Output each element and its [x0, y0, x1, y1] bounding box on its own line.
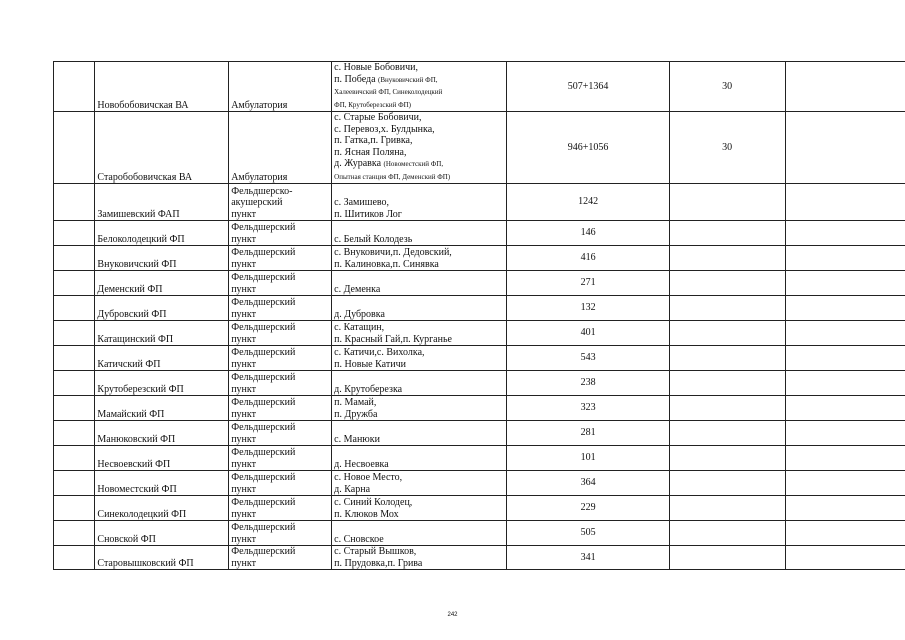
empty-cell	[785, 321, 905, 346]
value-cell	[669, 221, 785, 246]
population-value: 146	[580, 227, 596, 239]
number-cell	[54, 471, 95, 496]
facility-type-line: Фельдшерский	[231, 447, 296, 458]
facility-type-line: акушерский	[231, 197, 283, 208]
settlements-cell	[332, 321, 507, 346]
empty-cell	[785, 296, 905, 321]
settlement-line	[334, 74, 504, 87]
number-cell	[54, 184, 95, 221]
population-value: 543	[580, 352, 596, 364]
settlement-text: д. Дубровка	[334, 308, 385, 320]
facility-name: Новоместский ФП	[97, 483, 177, 495]
settlement-line	[334, 347, 504, 359]
settlement-text: с. Замишево,	[334, 197, 390, 208]
facility-type-cell	[229, 184, 332, 221]
facility-type-line: Фельдшерский	[231, 222, 296, 233]
settlements-cell	[332, 421, 507, 446]
facility-type-cell	[229, 546, 332, 570]
facility-type-line: пункт	[231, 408, 256, 420]
settlement-text: п. Красный Гай,п. Курганье	[334, 333, 452, 345]
population-cell	[507, 496, 669, 521]
settlement-line	[334, 247, 504, 259]
facility-name-cell	[95, 221, 229, 246]
population-value: 1242	[578, 196, 599, 208]
value-cell	[669, 271, 785, 296]
number-cell	[54, 521, 95, 546]
value-cell	[669, 421, 785, 446]
number-cell	[54, 346, 95, 371]
settlement-note: ФП, Крутоберезский ФП)	[334, 100, 412, 109]
population-value: 505	[580, 527, 596, 539]
settlement-line	[334, 472, 504, 484]
settlements-cell	[332, 471, 507, 496]
value-cell	[669, 446, 785, 471]
population-cell	[507, 346, 669, 371]
settlement-line	[334, 62, 504, 74]
settlement-line	[334, 124, 504, 136]
number-cell	[54, 321, 95, 346]
settlement-line	[334, 234, 504, 246]
population-value: 281	[580, 427, 596, 439]
empty-cell	[785, 421, 905, 446]
table-row	[54, 271, 905, 296]
facility-name: Мамайский ФП	[97, 408, 165, 420]
facility-name-cell	[95, 296, 229, 321]
settlement-line	[334, 434, 504, 446]
facility-type-cell	[229, 396, 332, 421]
facility-type-line: Фельдшерский	[231, 422, 296, 433]
facility-type-line: Фельдшерский	[231, 522, 296, 533]
facility-name: Старовышковский ФП	[97, 557, 194, 569]
settlement-text: с. Катичи,с. Вихолка,	[334, 347, 425, 358]
settlement-note: Халеевичский ФП, Синеколодецкий	[334, 88, 443, 96]
facility-name: Крутоберезский ФП	[97, 383, 184, 395]
value-cell	[669, 246, 785, 271]
facility-type-cell	[229, 271, 332, 296]
number-cell	[54, 496, 95, 521]
facility-type-line: пункт	[231, 557, 256, 569]
facility-type-line: пункт	[231, 233, 256, 245]
settlements-cell	[332, 371, 507, 396]
facility-name-cell	[95, 421, 229, 446]
settlement-line	[334, 135, 504, 147]
facility-type-line: пункт	[231, 433, 256, 445]
settlement-text: п. Мамай,	[334, 397, 377, 408]
settlement-text: п. Калиновка,п. Синявка	[334, 258, 439, 270]
number-cell	[54, 371, 95, 396]
facility-type-line: Амбулатория	[231, 171, 288, 183]
facility-name: Катащинский ФП	[97, 333, 174, 345]
settlement-line	[334, 359, 504, 371]
settlement-text: с. Старый Вышков,	[334, 546, 417, 557]
settlement-text: с. Белый Колодезь	[334, 233, 413, 245]
table-row	[54, 496, 905, 521]
settlements-cell	[332, 221, 507, 246]
value-cell	[669, 471, 785, 496]
facility-type-line: Фельдшерско-	[231, 185, 293, 197]
facility-name-cell	[95, 246, 229, 271]
number-cell	[54, 271, 95, 296]
empty-cell	[785, 471, 905, 496]
settlement-line	[334, 147, 504, 159]
empty-cell	[785, 496, 905, 521]
value-cell	[669, 396, 785, 421]
settlements-cell	[332, 546, 507, 570]
facility-type-line: пункт	[231, 308, 256, 320]
settlement-line	[334, 497, 504, 509]
population-cell	[507, 296, 669, 321]
settlements-cell	[332, 62, 507, 112]
value-cell	[669, 346, 785, 371]
facility-name-cell	[95, 271, 229, 296]
empty-cell	[785, 246, 905, 271]
table-row	[54, 346, 905, 371]
facility-type-line: Фельдшерский	[231, 247, 296, 258]
empty-cell	[785, 346, 905, 371]
number-cell	[54, 112, 95, 184]
settlements-cell	[332, 521, 507, 546]
facility-type-line: Фельдшерский	[231, 347, 296, 358]
facility-name-cell	[95, 546, 229, 570]
population-cell	[507, 221, 669, 246]
facility-name-cell	[95, 496, 229, 521]
settlement-text: с. Старые Бобовичи,	[334, 112, 422, 123]
table-body	[54, 62, 905, 570]
settlement-line	[334, 409, 504, 421]
settlement-text: д. Несвоевка	[334, 458, 389, 470]
settlement-text: с. Перевоз,х. Булдынка,	[334, 123, 435, 135]
facility-name-cell	[95, 321, 229, 346]
settlement-text: с. Новое Место,	[334, 472, 403, 483]
settlement-text: с. Деменка	[334, 283, 381, 295]
facility-type-line: пункт	[231, 358, 256, 370]
facility-type-line: пункт	[231, 483, 256, 495]
empty-cell	[785, 446, 905, 471]
settlement-line	[334, 459, 504, 471]
facility-type-cell	[229, 246, 332, 271]
settlements-cell	[332, 184, 507, 221]
settlement-line	[334, 558, 504, 570]
table-row	[54, 246, 905, 271]
number-cell	[54, 546, 95, 570]
facility-type-line: Фельдшерский	[231, 546, 296, 557]
settlement-text: п. Прудовка,п. Грива	[334, 557, 423, 569]
settlements-cell	[332, 112, 507, 184]
table-row	[54, 184, 905, 221]
settlement-line	[334, 509, 504, 521]
population-cell	[507, 184, 669, 221]
table-row	[54, 321, 905, 346]
population-cell	[507, 421, 669, 446]
population-cell	[507, 396, 669, 421]
facility-type-line: Фельдшерский	[231, 272, 296, 283]
facility-name-cell	[95, 62, 229, 112]
facility-name-cell	[95, 521, 229, 546]
settlement-line	[334, 284, 504, 296]
settlement-text: с. Синий Колодец,	[334, 497, 413, 508]
empty-cell	[785, 271, 905, 296]
table-row	[54, 446, 905, 471]
population-value: 401	[580, 327, 596, 339]
empty-cell	[785, 521, 905, 546]
facility-name: Белоколодецкий ФП	[97, 233, 185, 245]
population-cell	[507, 471, 669, 496]
facility-type-cell	[229, 471, 332, 496]
facility-type-line: Фельдшерский	[231, 397, 296, 408]
settlement-text: д. Журавка	[334, 158, 384, 169]
number-cell	[54, 396, 95, 421]
settlement-text: п. Победа	[334, 73, 379, 85]
settlement-text: с. Новые Бобовичи,	[334, 62, 418, 73]
settlement-text: с. Манюки	[334, 433, 380, 445]
population-value: 132	[580, 302, 596, 314]
facility-type-line: пункт	[231, 383, 256, 395]
settlement-text: п. Ясная Поляна,	[334, 146, 407, 158]
table-row	[54, 471, 905, 496]
table-row	[54, 221, 905, 246]
population-value: 416	[580, 252, 596, 264]
value-text: 30	[722, 80, 733, 92]
facility-name-cell	[95, 471, 229, 496]
population-value: 946+1056	[567, 141, 609, 153]
facility-type-line: пункт	[231, 458, 256, 470]
population-cell	[507, 546, 669, 570]
facility-type-cell	[229, 421, 332, 446]
settlement-line	[334, 209, 504, 221]
value-text: 30	[722, 141, 733, 153]
empty-cell	[785, 546, 905, 570]
number-cell	[54, 421, 95, 446]
settlement-text: п. Гатка,п. Гривка,	[334, 135, 413, 146]
value-cell	[669, 521, 785, 546]
settlement-text: д. Крутоберезка	[334, 383, 403, 395]
facility-type-cell	[229, 521, 332, 546]
number-cell	[54, 62, 95, 112]
facility-type-line: Фельдшерский	[231, 497, 296, 508]
settlements-cell	[332, 246, 507, 271]
facility-name: Сновской ФП	[97, 533, 156, 545]
table-row	[54, 546, 905, 570]
population-cell	[507, 246, 669, 271]
population-value: 341	[580, 551, 596, 563]
facility-type-line: пункт	[231, 333, 256, 345]
table-row	[54, 62, 905, 112]
settlement-text: д. Карна	[334, 483, 371, 495]
number-cell	[54, 446, 95, 471]
table-row	[54, 296, 905, 321]
settlement-line	[334, 158, 504, 171]
facility-name: Новобобовичская ВА	[97, 99, 189, 111]
facility-name-cell	[95, 346, 229, 371]
table-row	[54, 421, 905, 446]
facility-name: Несвоевский ФП	[97, 458, 171, 470]
settlement-line	[334, 197, 504, 209]
empty-cell	[785, 184, 905, 221]
facility-name-cell	[95, 112, 229, 184]
settlement-text: п. Дружба	[334, 408, 378, 420]
value-cell	[669, 321, 785, 346]
facility-type-cell	[229, 496, 332, 521]
number-cell	[54, 221, 95, 246]
facility-type-line: пункт	[231, 258, 256, 270]
facility-name-cell	[95, 446, 229, 471]
facility-name: Дубровский ФП	[97, 308, 167, 320]
settlement-text: п. Шитиков Лог	[334, 208, 402, 220]
settlement-text: п. Клюков Мох	[334, 508, 399, 520]
facility-name: Манюковский ФП	[97, 433, 176, 445]
empty-cell	[785, 396, 905, 421]
settlement-note: (Внуковичский ФП,	[378, 75, 438, 84]
facility-name: Замишевский ФАП	[97, 208, 180, 220]
facility-type-line: пункт	[231, 508, 256, 520]
population-value: 101	[580, 452, 596, 464]
settlement-line	[334, 171, 504, 184]
facility-name: Синеколодецкий ФП	[97, 508, 187, 520]
number-cell	[54, 246, 95, 271]
facility-name-cell	[95, 371, 229, 396]
facility-type-cell	[229, 296, 332, 321]
settlements-cell	[332, 346, 507, 371]
settlement-line	[334, 397, 504, 409]
population-value: 271	[580, 277, 596, 289]
facility-type-cell	[229, 321, 332, 346]
settlements-cell	[332, 296, 507, 321]
facility-type-cell	[229, 112, 332, 184]
population-value: 323	[580, 402, 596, 414]
table-row	[54, 112, 905, 184]
facility-type-line: пункт	[231, 208, 256, 220]
settlement-note: (Новоместский ФП,	[383, 160, 444, 168]
value-cell	[669, 296, 785, 321]
settlement-line	[334, 546, 504, 558]
facilities-table	[53, 61, 905, 570]
facility-type-cell	[229, 346, 332, 371]
settlement-line	[334, 484, 504, 496]
settlement-line	[334, 309, 504, 321]
population-value: 238	[580, 377, 596, 389]
population-cell	[507, 446, 669, 471]
value-cell	[669, 371, 785, 396]
settlement-line	[334, 86, 504, 99]
facility-type-cell	[229, 221, 332, 246]
settlement-text: п. Новые Катичи	[334, 358, 406, 370]
population-cell	[507, 271, 669, 296]
settlement-line	[334, 99, 504, 112]
facility-name: Катичский ФП	[97, 358, 161, 370]
population-value: 229	[580, 502, 596, 514]
facility-type-line: Фельдшерский	[231, 372, 296, 383]
table-row	[54, 371, 905, 396]
value-cell	[669, 496, 785, 521]
facility-type-cell	[229, 371, 332, 396]
value-cell	[669, 62, 785, 112]
settlement-text: с. Катащин,	[334, 322, 385, 333]
facility-type-line: Фельдшерский	[231, 472, 296, 483]
number-cell	[54, 296, 95, 321]
settlement-text: с. Внуковичи,п. Дедовский,	[334, 247, 452, 258]
population-cell	[507, 112, 669, 184]
facility-type-line: Амбулатория	[231, 99, 288, 111]
facility-type-cell	[229, 62, 332, 112]
settlement-line	[334, 384, 504, 396]
settlements-cell	[332, 396, 507, 421]
value-cell	[669, 112, 785, 184]
settlement-note: Опытная станция ФП, Деменский ФП)	[334, 172, 451, 181]
settlement-line	[334, 534, 504, 546]
facility-type-line: пункт	[231, 283, 256, 295]
settlement-line	[334, 322, 504, 334]
facility-name: Внуковичский ФП	[97, 258, 177, 270]
empty-cell	[785, 371, 905, 396]
facility-name: Деменский ФП	[97, 283, 163, 295]
table-row	[54, 396, 905, 421]
population-cell	[507, 371, 669, 396]
settlement-line	[334, 112, 504, 124]
settlement-line	[334, 334, 504, 346]
facility-type-cell	[229, 446, 332, 471]
page-number: 242	[447, 612, 458, 618]
facility-type-line: Фельдшерский	[231, 322, 296, 333]
population-value: 507+1364	[567, 80, 609, 92]
population-cell	[507, 521, 669, 546]
settlements-cell	[332, 496, 507, 521]
empty-cell	[785, 112, 905, 184]
population-cell	[507, 321, 669, 346]
settlements-cell	[332, 271, 507, 296]
settlement-line	[334, 259, 504, 271]
facility-name-cell	[95, 184, 229, 221]
facility-name: Старобобовичская ВА	[97, 171, 193, 183]
settlements-cell	[332, 446, 507, 471]
population-cell	[507, 62, 669, 112]
table-row	[54, 521, 905, 546]
facility-type-line: Фельдшерский	[231, 297, 296, 308]
facility-name-cell	[95, 396, 229, 421]
settlement-text: с. Сновское	[334, 533, 384, 545]
population-value: 364	[580, 477, 596, 489]
empty-cell	[785, 221, 905, 246]
value-cell	[669, 546, 785, 570]
facility-type-line: пункт	[231, 533, 256, 545]
value-cell	[669, 184, 785, 221]
empty-cell	[785, 62, 905, 112]
